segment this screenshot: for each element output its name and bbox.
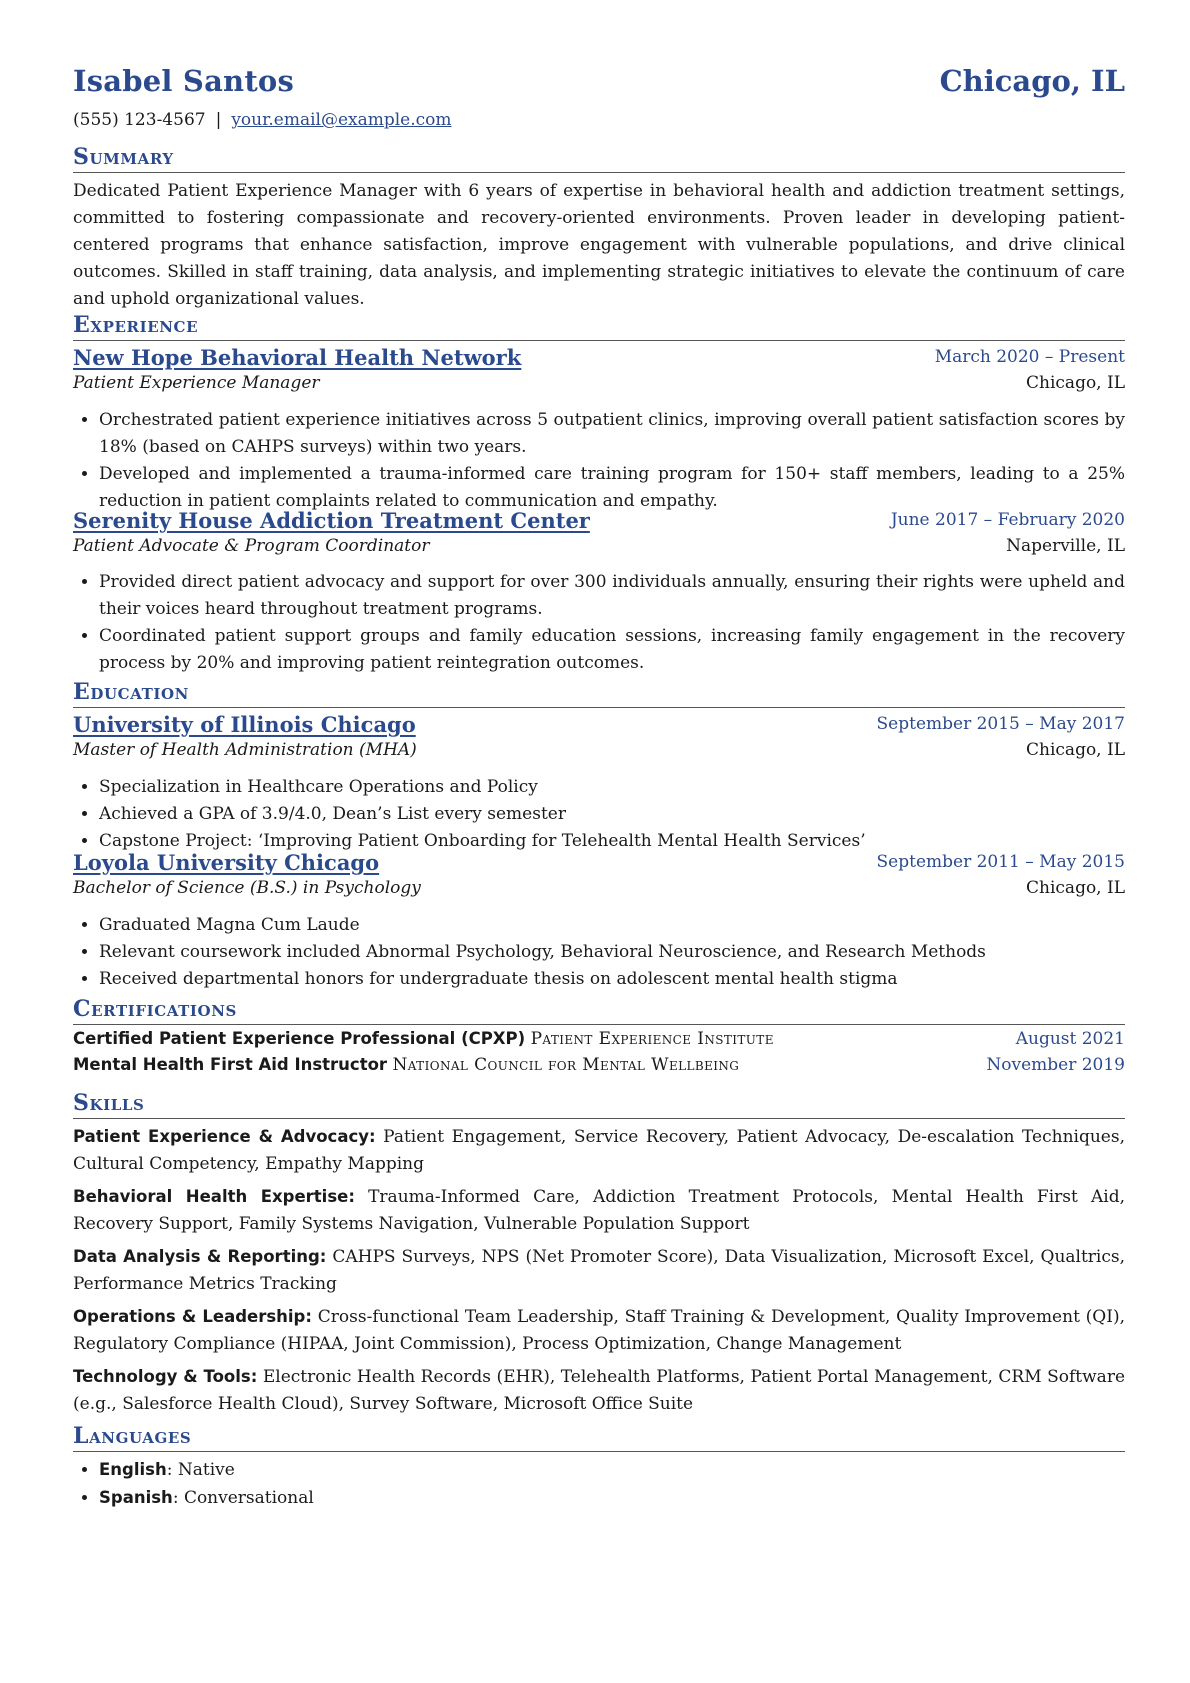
experience-bullets [73,569,1125,677]
list-item: • Orchestrated patient experience initiatives across 5 outpatient clinics, improving overall patient satisfaction scores by 18% (based on CAHPS surveys) within two years. [99,407,1125,461]
skill-group [73,1363,1125,1418]
skill-group-items: Electronic Health Records (EHR), Telehealth Platforms, Patient Portal Management, CRM Software (e.g., Salesforce Health Cloud), Survey Software, Microsoft Office Suite [73,1367,1126,1414]
skill-group [73,1183,1125,1238]
experience-entry-header [73,345,1125,373]
degree: Master of Health Administration (MHA) [73,740,417,760]
contact-line [73,110,452,130]
experience-entry-subheader [73,536,1125,560]
education-entry-header [73,712,1125,740]
entry-location: Chicago, IL [1026,878,1125,898]
list-item: • Provided direct patient advocacy and support for over 300 individuals annually, ensuring their rights were upheld and their voices heard throughout treatment programs. [99,569,1125,623]
job-title: Patient Advocate & Program Coordinator [73,536,430,556]
section-title-experience: Experience [73,312,1125,341]
certification-date: November 2019 [986,1055,1125,1075]
list-item: • Graduated Magna Cum Laude [99,912,1125,939]
employer-link[interactable]: Serenity House Addiction Treatment Center [73,508,590,533]
skill-group-label: Patient Experience & Advocacy: [73,1127,376,1146]
skill-group [73,1243,1125,1298]
section-title-skills: Skills [73,1090,1125,1119]
list-item: • Specialization in Healthcare Operations and Policy [99,774,1125,801]
certification-issuer: National Council for Mental Wellbeing [392,1055,740,1075]
skill-group-items: Patient Engagement, Service Recovery, Patient Advocacy, De-escalation Techniques, Cultural Competency, Empathy Mapping [73,1127,1125,1174]
summary-text: Dedicated Patient Experience Manager with 6 years of expertise in behavioral health and addiction treatment settings, committed to fostering compassionate and recovery-oriented environments. Proven leader in developing patient-centered programs that enhance satisfaction, improve engagement with vulnerable populations, and drive clinical outcomes. Skilled in staff training, data analysis, and implementing strategic initiatives to elevate the continuum of care and uphold organizational values. [73,181,1125,309]
header [73,64,1125,104]
section-title-languages: Languages [73,1423,1125,1452]
phone: (555) 123-4567 [73,110,206,130]
header-location: Chicago, IL [939,64,1125,98]
experience-bullets [73,407,1125,515]
skill-group-items: CAHPS Surveys, NPS (Net Promoter Score), Data Visualization, Microsoft Excel, Qualtrics, Performance Metrics Tracking [73,1247,1126,1294]
section-title-certifications: Certifications [73,996,1125,1025]
list-item: • Coordinated patient support groups and family education sessions, increasing family engagement in the recovery process by 20% and improving patient reintegration outcomes. [99,623,1125,677]
list-item: • Received departmental honors for undergraduate thesis on adolescent mental health stigma [99,966,1125,993]
certification-date: August 2021 [1015,1029,1125,1049]
contact-separator: | [215,110,222,130]
section-title-education: Education [73,679,1125,708]
entry-location: Chicago, IL [1026,373,1125,393]
language-name: English [99,1460,167,1479]
certification-issuer: Patient Experience Institute [530,1029,774,1049]
education-entry-subheader [73,740,1125,764]
candidate-name: Isabel Santos [73,64,295,98]
education-entry-subheader [73,878,1125,902]
employer-link[interactable]: New Hope Behavioral Health Network [73,345,522,370]
certification-name: Mental Health First Aid Instructor [73,1055,388,1074]
experience-entry-header [73,508,1125,536]
skill-group-label: Data Analysis & Reporting: [73,1247,327,1266]
entry-dates: June 2017 – February 2020 [890,510,1125,530]
list-item [99,1456,1125,1484]
section-title-summary: Summary [73,144,1125,173]
languages-list [73,1456,1125,1512]
skill-group [73,1303,1125,1358]
certification-row [73,1055,1125,1081]
skill-group-label: Behavioral Health Expertise: [73,1187,355,1206]
job-title: Patient Experience Manager [73,373,320,393]
entry-location: Chicago, IL [1026,740,1125,760]
language-level: : Native [166,1460,235,1480]
language-level: : Conversational [172,1488,314,1508]
list-item: • Capstone Project: ‘Improving Patient Onboarding for Telehealth Mental Health Services’ [99,828,1125,855]
email-link[interactable]: your.email@example.com [231,110,452,130]
entry-dates: September 2011 – May 2015 [876,852,1125,872]
language-name: Spanish [99,1488,173,1507]
skill-group-label: Technology & Tools: [73,1367,258,1386]
skill-group-items: Trauma-Informed Care, Addiction Treatment Protocols, Mental Health First Aid, Recovery Support, Family Systems Navigation, Vulnerable Population Support [73,1187,1125,1234]
list-item: • Achieved a GPA of 3.9/4.0, Dean’s List every semester [99,801,1125,828]
entry-dates: September 2015 – May 2017 [876,714,1125,734]
education-entry-header [73,850,1125,878]
skill-group-label: Operations & Leadership: [73,1307,312,1326]
list-item [99,1484,1125,1512]
list-item: • Developed and implemented a trauma-informed care training program for 150+ staff members, leading to a 25% reduction in patient complaints related to communication and empathy. [99,461,1125,515]
school-link[interactable]: University of Illinois Chicago [73,712,416,737]
entry-dates: March 2020 – Present [934,347,1125,367]
education-bullets [73,774,1125,855]
degree: Bachelor of Science (B.S.) in Psychology [73,878,421,898]
list-item: • Relevant coursework included Abnormal Psychology, Behavioral Neuroscience, and Research Methods [99,939,1125,966]
skill-group-items: Cross-functional Team Leadership, Staff Training & Development, Quality Improvement (QI), Regulatory Compliance (HIPAA, Joint Commission), Process Optimization, Change Management [73,1307,1125,1354]
certification-name: Certified Patient Experience Professional (CPXP) [73,1029,526,1048]
school-link[interactable]: Loyola University Chicago [73,850,380,875]
certification-row [73,1029,1125,1055]
skill-group [73,1123,1125,1178]
entry-location: Naperville, IL [1006,536,1125,556]
experience-entry-subheader [73,373,1125,397]
education-bullets [73,912,1125,993]
